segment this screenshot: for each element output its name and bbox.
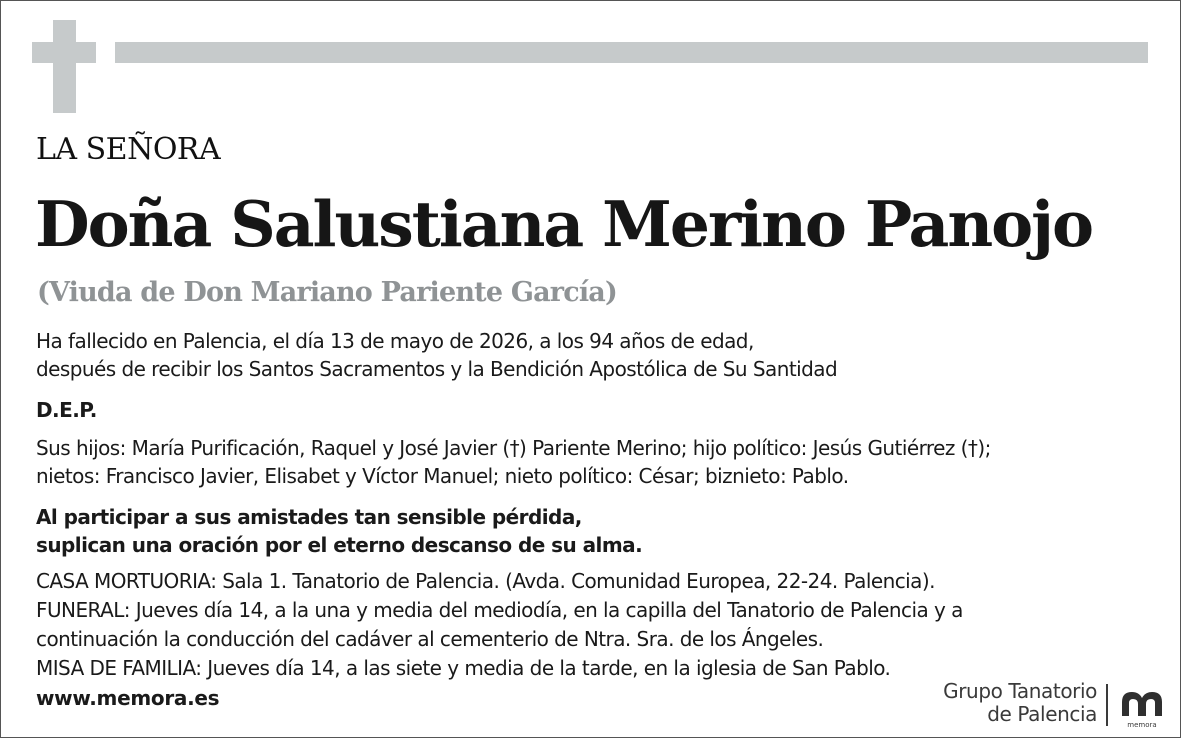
- service-info: [36, 567, 1156, 683]
- death-paragraph: [36, 327, 1156, 383]
- death-line: Ha fallecido en Palencia, el día 13 de mayo de 2026, a los 94 años de edad,: [36, 329, 754, 353]
- memora-logo-icon: [1117, 686, 1167, 730]
- website-link[interactable]: www.memora.es: [36, 686, 220, 710]
- logo-divider: [1106, 684, 1108, 726]
- family-line: Sus hijos: María Purificación, Raquel y José Javier (†) Pariente Merino; hijo político: Jesús Gutiérrez (†);: [36, 436, 991, 460]
- prayer-paragraph: [36, 503, 1156, 559]
- logo-small-text: memora: [1127, 721, 1157, 729]
- widow-subtitle: (Viuda de Don Mariano Pariente García): [37, 277, 617, 308]
- death-line: después de recibir los Santos Sacramentos y la Bendición Apostólica de Su Santidad: [36, 357, 838, 381]
- notice-title: LA SEÑORA: [36, 132, 221, 167]
- family-paragraph: [36, 434, 1156, 490]
- decorative-bar: [115, 42, 1148, 63]
- prayer-line: Al participar a sus amistades tan sensible pérdida,: [36, 505, 582, 529]
- family-line: nietos: Francisco Javier, Elisabet y Víctor Manuel; nieto político: César; biznieto: Pablo.: [36, 464, 849, 488]
- info-line: FUNERAL: Jueves día 14, a la una y media del mediodía, en la capilla del Tanatorio de Palencia y a: [36, 598, 963, 622]
- logo-line: Grupo Tanatorio: [943, 679, 1097, 703]
- funeral-home-name: [943, 680, 1097, 726]
- logo-line: de Palencia: [987, 702, 1097, 726]
- prayer-line: suplican una oración por el eterno descanso de su alma.: [36, 533, 643, 557]
- info-line: CASA MORTUORIA: Sala 1. Tanatorio de Palencia. (Avda. Comunidad Europea, 22-24. Palencia).: [36, 569, 935, 593]
- info-line: MISA DE FAMILIA: Jueves día 14, a las siete y media de la tarde, en la iglesia de San Pablo.: [36, 656, 891, 680]
- dep-label: D.E.P.: [36, 398, 97, 422]
- deceased-name: Doña Salustiana Merino Panojo: [35, 187, 1092, 261]
- info-line: continuación la conducción del cadáver al cementerio de Ntra. Sra. de los Ángeles.: [36, 627, 824, 651]
